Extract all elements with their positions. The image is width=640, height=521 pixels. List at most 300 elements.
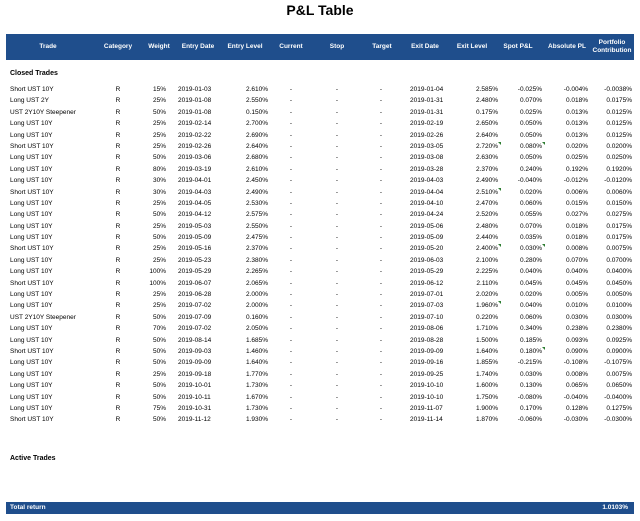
cell-exit-level: 1.870%: [475, 416, 498, 424]
cell-target: -: [379, 382, 383, 390]
cell-entry-date: 2019-03-06: [178, 154, 212, 162]
cell-abs-pl: 0.065%: [565, 382, 588, 390]
cell-current: -: [289, 131, 293, 139]
cell-abs-pl: 0.013%: [565, 131, 588, 139]
cell-category: R: [115, 279, 121, 287]
cell-weight: 50%: [152, 336, 166, 344]
cell-trade: Short UST 10Y: [10, 279, 54, 287]
cell-spot-pl: 0.020%: [519, 188, 542, 196]
cell-stop: -: [335, 131, 339, 139]
cell-exit-date: 2019-05-09: [410, 234, 444, 242]
cell-current: -: [289, 313, 293, 321]
cell-exit-level: 2.650%: [475, 120, 498, 128]
table-row: [6, 84, 634, 95]
cell-abs-pl: 0.015%: [565, 199, 588, 207]
cell-entry-date: 2019-05-23: [178, 256, 212, 264]
cell-weight: 30%: [152, 177, 166, 185]
cell-weight: 50%: [152, 211, 166, 219]
cell-entry-level: 2.050%: [245, 325, 268, 333]
cell-abs-pl: 0.238%: [565, 325, 588, 333]
cell-exit-date: 2019-04-10: [410, 199, 444, 207]
cell-spot-pl: 0.185%: [519, 336, 542, 344]
cell-abs-pl: -0.012%: [563, 177, 588, 185]
cell-abs-pl: 0.010%: [565, 302, 588, 310]
cell-contribution: 0.0150%: [606, 199, 632, 207]
cell-entry-date: 2019-05-16: [178, 245, 212, 253]
col-absolute-pl: Absolute PL: [548, 43, 586, 50]
cell-trade: Long UST 10Y: [10, 131, 53, 139]
cell-current: -: [289, 359, 293, 367]
cell-contribution: 0.0450%: [606, 279, 632, 287]
cell-trade: Long UST 10Y: [10, 393, 53, 401]
cell-category: R: [115, 291, 121, 299]
cell-trade: Long UST 10Y: [10, 291, 53, 299]
cell-exit-date: 2019-11-14: [410, 416, 443, 424]
col-spot-pl: Spot P&L: [503, 43, 533, 50]
cell-trade: Short UST 10Y: [10, 86, 54, 93]
cell-contribution: 0.0650%: [606, 382, 632, 390]
cell-abs-pl: 0.013%: [565, 108, 588, 116]
cell-category: R: [115, 120, 121, 128]
cell-category: R: [115, 234, 121, 242]
cell-weight: 25%: [152, 97, 166, 105]
cell-target: -: [379, 177, 383, 185]
cell-entry-level: 2.610%: [245, 86, 268, 93]
col-stop: Stop: [329, 43, 345, 50]
cell-contribution: 0.0925%: [606, 336, 632, 344]
cell-entry-date: 2019-03-19: [178, 165, 212, 173]
cell-exit-date: 2019-01-04: [410, 86, 444, 93]
cell-abs-pl: -0.004%: [563, 86, 588, 93]
cell-contribution: -0.0300%: [604, 416, 632, 424]
cell-entry-date: 2019-05-29: [178, 268, 212, 276]
cell-category: R: [115, 393, 121, 401]
cell-stop: -: [335, 222, 339, 230]
cell-exit-date: 2019-04-04: [410, 188, 444, 196]
cell-target: -: [379, 97, 383, 105]
cell-trade: Short UST 10Y: [10, 188, 54, 196]
cell-weight: 75%: [152, 404, 166, 412]
cell-exit-date: 2019-07-10: [410, 313, 444, 321]
cell-current: -: [289, 211, 293, 219]
cell-exit-level: 1.710%: [475, 325, 498, 333]
cell-category: R: [115, 313, 121, 321]
cell-spot-pl: 0.055%: [519, 211, 542, 219]
cell-entry-level: 0.160%: [245, 313, 268, 321]
cell-exit-level: 1.740%: [475, 370, 498, 378]
cell-abs-pl: 0.070%: [565, 256, 588, 264]
cell-exit-date: 2019-08-06: [410, 325, 444, 333]
total-return-label: Total return: [10, 504, 46, 511]
cell-weight: 25%: [152, 302, 166, 310]
cell-trade: Short UST 10Y: [10, 142, 54, 150]
cell-current: -: [289, 416, 293, 424]
cell-category: R: [115, 302, 121, 310]
cell-trade: Short UST 10Y: [10, 245, 54, 253]
cell-stop: -: [335, 120, 339, 128]
cell-weight: 50%: [152, 393, 166, 401]
cell-spot-pl: 0.180%: [502, 346, 542, 357]
cell-contribution: 0.2380%: [606, 325, 632, 333]
cell-contribution: -0.0400%: [604, 393, 632, 401]
cell-entry-date: 2019-04-03: [178, 188, 212, 196]
cell-target: -: [379, 234, 383, 242]
cell-entry-level: 2.575%: [245, 211, 268, 219]
cell-weight: 100%: [149, 268, 166, 276]
cell-entry-level: 1.730%: [245, 382, 268, 390]
cell-spot-pl: 0.050%: [519, 154, 542, 162]
cell-exit-date: 2019-01-31: [410, 97, 444, 105]
cell-category: R: [115, 370, 121, 378]
cell-category: R: [115, 142, 121, 150]
table-row: [6, 369, 634, 380]
cell-entry-level: 1.930%: [245, 416, 268, 424]
cell-category: R: [115, 256, 121, 264]
cell-exit-date: 2019-05-20: [410, 245, 444, 253]
cell-contribution: 0.1920%: [606, 165, 632, 173]
total-return-bar: [6, 502, 634, 514]
cell-target: -: [379, 268, 383, 276]
cell-contribution: 0.0060%: [606, 188, 632, 196]
cell-stop: -: [335, 416, 339, 424]
cell-abs-pl: -0.040%: [563, 393, 588, 401]
col-current: Current: [279, 43, 303, 50]
cell-abs-pl: 0.006%: [565, 188, 588, 196]
cell-spot-pl: 0.050%: [519, 131, 542, 139]
cell-entry-level: 2.265%: [245, 268, 268, 276]
cell-weight: 15%: [152, 86, 166, 93]
cell-entry-date: 2019-09-09: [178, 359, 212, 367]
table-row: [6, 232, 634, 243]
cell-exit-level: 2.720%: [458, 141, 498, 152]
cell-category: R: [115, 404, 121, 412]
cell-exit-level: 0.175%: [475, 108, 498, 116]
cell-entry-date: 2019-09-03: [178, 347, 212, 355]
cell-entry-date: 2019-01-08: [178, 97, 212, 105]
cell-abs-pl: -0.108%: [563, 359, 588, 367]
cell-entry-level: 2.640%: [245, 142, 268, 150]
cell-entry-date: 2019-08-14: [178, 336, 212, 344]
cell-weight: 30%: [152, 188, 166, 196]
cell-target: -: [379, 404, 383, 412]
cell-abs-pl: 0.018%: [565, 97, 588, 105]
cell-stop: -: [335, 211, 339, 219]
cell-abs-pl: -0.030%: [563, 416, 588, 424]
cell-current: -: [289, 370, 293, 378]
cell-contribution: 0.0050%: [606, 291, 632, 299]
cell-exit-level: 2.370%: [475, 165, 498, 173]
cell-exit-date: 2019-10-10: [410, 382, 444, 390]
cell-stop: -: [335, 97, 339, 105]
cell-stop: -: [335, 86, 339, 93]
cell-entry-date: 2019-07-09: [178, 313, 212, 321]
cell-exit-date: 2019-02-26: [410, 131, 444, 139]
table-row: [6, 198, 634, 209]
cell-weight: 25%: [152, 370, 166, 378]
cell-current: -: [289, 245, 293, 253]
cell-exit-date: 2019-06-03: [410, 256, 444, 264]
cell-target: -: [379, 165, 383, 173]
cell-abs-pl: 0.128%: [565, 404, 588, 412]
cell-exit-level: 1.855%: [475, 359, 498, 367]
table-row: [6, 243, 634, 254]
cell-current: -: [289, 142, 293, 150]
table-row: [6, 266, 634, 277]
cell-entry-date: 2019-02-22: [178, 131, 212, 139]
cell-spot-pl: 0.130%: [519, 382, 542, 390]
cell-entry-level: 2.370%: [245, 245, 268, 253]
cell-spot-pl: 0.080%: [502, 141, 542, 152]
active-trades-label: Active Trades: [10, 455, 56, 462]
cell-stop: -: [335, 302, 339, 310]
cell-trade: Long UST 10Y: [10, 222, 53, 230]
col-target: Target: [372, 43, 392, 50]
cell-stop: -: [335, 256, 339, 264]
cell-exit-date: 2019-02-19: [410, 120, 444, 128]
cell-current: -: [289, 222, 293, 230]
cell-abs-pl: 0.008%: [565, 245, 588, 253]
cell-contribution: 0.0175%: [606, 234, 632, 242]
cell-current: -: [289, 325, 293, 333]
cell-spot-pl: 0.030%: [502, 243, 542, 254]
cell-stop: -: [335, 382, 339, 390]
cell-spot-pl: 0.040%: [519, 268, 542, 276]
cell-spot-pl: 0.030%: [519, 370, 542, 378]
cell-entry-date: 2019-07-02: [178, 302, 212, 310]
cell-current: -: [289, 177, 293, 185]
closed-trades-table: [6, 84, 634, 426]
cell-exit-date: 2019-03-05: [410, 142, 444, 150]
cell-weight: 50%: [152, 108, 166, 116]
cell-abs-pl: 0.192%: [565, 165, 588, 173]
cell-spot-pl: -0.040%: [517, 177, 542, 185]
cell-stop: -: [335, 268, 339, 276]
col-exit-date: Exit Date: [411, 43, 439, 50]
cell-entry-date: 2019-10-11: [178, 393, 211, 401]
cell-spot-pl: 0.060%: [519, 313, 542, 321]
cell-weight: 25%: [152, 291, 166, 299]
cell-spot-pl: 0.170%: [519, 404, 542, 412]
cell-contribution: -0.0038%: [604, 86, 632, 93]
cell-stop: -: [335, 188, 339, 196]
cell-current: -: [289, 97, 293, 105]
cell-exit-level: 2.585%: [475, 86, 498, 93]
cell-target: -: [379, 245, 383, 253]
cell-target: -: [379, 347, 383, 355]
table-row: [6, 403, 634, 414]
cell-contribution: 0.0250%: [606, 154, 632, 162]
cell-target: -: [379, 131, 383, 139]
cell-entry-date: 2019-11-12: [178, 416, 211, 424]
cell-category: R: [115, 222, 121, 230]
cell-abs-pl: 0.025%: [565, 154, 588, 162]
cell-entry-level: 2.000%: [245, 291, 268, 299]
cell-current: -: [289, 256, 293, 264]
cell-trade: UST 2Y10Y Steepener: [10, 313, 76, 321]
cell-abs-pl: 0.018%: [565, 222, 588, 230]
cell-current: -: [289, 234, 293, 242]
cell-category: R: [115, 154, 121, 162]
table-row: [6, 141, 634, 152]
cell-weight: 25%: [152, 199, 166, 207]
cell-exit-level: 2.225%: [475, 268, 498, 276]
cell-entry-date: 2019-04-12: [178, 211, 212, 219]
page-title: P&L Table: [286, 2, 354, 18]
cell-exit-level: 2.640%: [475, 131, 498, 139]
cell-category: R: [115, 86, 121, 93]
cell-contribution: 0.0075%: [606, 370, 632, 378]
cell-weight: 50%: [152, 347, 166, 355]
cell-spot-pl: -0.025%: [517, 86, 542, 93]
cell-entry-date: 2019-07-02: [178, 325, 212, 333]
cell-target: -: [379, 86, 383, 93]
cell-weight: 80%: [152, 165, 166, 173]
cell-abs-pl: 0.020%: [565, 142, 588, 150]
cell-abs-pl: 0.027%: [565, 211, 588, 219]
table-row: [6, 323, 634, 334]
cell-entry-level: 2.450%: [245, 177, 268, 185]
cell-target: -: [379, 256, 383, 264]
cell-target: -: [379, 336, 383, 344]
cell-contribution: -0.0120%: [604, 177, 632, 185]
cell-contribution: 0.0100%: [606, 302, 632, 310]
cell-category: R: [115, 165, 121, 173]
table-row: [6, 300, 634, 311]
cell-trade: Long UST 2Y: [10, 97, 49, 105]
cell-category: R: [115, 268, 121, 276]
cell-entry-level: 1.640%: [245, 359, 268, 367]
cell-exit-date: 2019-03-28: [410, 165, 444, 173]
cell-contribution: 0.0125%: [606, 131, 632, 139]
col-trade: Trade: [39, 43, 57, 50]
cell-category: R: [115, 131, 121, 139]
cell-trade: Long UST 10Y: [10, 234, 53, 242]
cell-weight: 50%: [152, 416, 166, 424]
table-row: [6, 312, 634, 323]
cell-category: R: [115, 359, 121, 367]
cell-target: -: [379, 211, 383, 219]
table-row: [6, 118, 634, 129]
table-header: [6, 34, 634, 60]
cell-exit-level: 2.630%: [475, 154, 498, 162]
cell-abs-pl: 0.045%: [565, 279, 588, 287]
cell-exit-level: 2.480%: [475, 222, 498, 230]
cell-target: -: [379, 199, 383, 207]
cell-exit-level: 2.480%: [475, 97, 498, 105]
cell-target: -: [379, 279, 383, 287]
cell-stop: -: [335, 165, 339, 173]
cell-entry-level: 0.150%: [245, 108, 268, 116]
cell-current: -: [289, 199, 293, 207]
cell-exit-date: 2019-09-09: [410, 347, 444, 355]
cell-entry-date: 2019-10-01: [178, 382, 212, 390]
cell-category: R: [115, 336, 121, 344]
cell-spot-pl: 0.340%: [519, 325, 542, 333]
cell-trade: UST 2Y10Y Steepener: [10, 108, 76, 116]
cell-exit-date: 2019-04-03: [410, 177, 444, 185]
cell-current: -: [289, 188, 293, 196]
cell-contribution: 0.0200%: [606, 142, 632, 150]
cell-exit-level: 1.640%: [475, 347, 498, 355]
cell-trade: Long UST 10Y: [10, 336, 53, 344]
cell-stop: -: [335, 279, 339, 287]
table-row: [6, 107, 634, 118]
cell-entry-level: 1.770%: [245, 370, 268, 378]
cell-spot-pl: 0.020%: [519, 291, 542, 299]
cell-exit-level: 2.490%: [475, 177, 498, 185]
cell-abs-pl: 0.040%: [565, 268, 588, 276]
cell-exit-date: 2019-08-28: [410, 336, 444, 344]
cell-exit-date: 2019-10-10: [410, 393, 444, 401]
cell-contribution: 0.0275%: [606, 211, 632, 219]
cell-trade: Short UST 10Y: [10, 416, 54, 424]
cell-current: -: [289, 165, 293, 173]
cell-trade: Long UST 10Y: [10, 359, 53, 367]
cell-trade: Long UST 10Y: [10, 302, 53, 310]
cell-spot-pl: -0.215%: [517, 359, 542, 367]
cell-entry-level: 2.065%: [245, 279, 268, 287]
table-row: [6, 278, 634, 289]
cell-exit-date: 2019-03-08: [410, 154, 444, 162]
cell-entry-level: 2.680%: [245, 154, 268, 162]
table-row: [6, 357, 634, 368]
cell-contribution: 0.0175%: [606, 97, 632, 105]
table-row: [6, 380, 634, 391]
cell-contribution: 0.0175%: [606, 222, 632, 230]
cell-target: -: [379, 416, 383, 424]
cell-category: R: [115, 97, 121, 105]
cell-spot-pl: 0.060%: [519, 199, 542, 207]
cell-entry-date: 2019-01-03: [178, 86, 212, 93]
cell-entry-level: 2.530%: [245, 199, 268, 207]
cell-current: -: [289, 302, 293, 310]
cell-entry-level: 1.685%: [245, 336, 268, 344]
cell-trade: Long UST 10Y: [10, 256, 53, 264]
table-row: [6, 221, 634, 232]
cell-entry-level: 2.000%: [245, 302, 268, 310]
col-entry-date: Entry Date: [181, 43, 215, 50]
cell-stop: -: [335, 245, 339, 253]
cell-contribution: 0.0125%: [606, 108, 632, 116]
cell-category: R: [115, 108, 121, 116]
table-row: [6, 335, 634, 346]
cell-category: R: [115, 245, 121, 253]
cell-weight: 50%: [152, 234, 166, 242]
cell-entry-date: 2019-10-31: [178, 404, 212, 412]
table-row: [6, 95, 634, 106]
cell-target: -: [379, 120, 383, 128]
cell-trade: Long UST 10Y: [10, 404, 53, 412]
cell-entry-date: 2019-01-08: [178, 108, 212, 116]
cell-stop: -: [335, 347, 339, 355]
cell-category: R: [115, 416, 121, 424]
cell-stop: -: [335, 336, 339, 344]
cell-category: R: [115, 199, 121, 207]
cell-exit-level: 2.020%: [475, 291, 498, 299]
cell-abs-pl: 0.093%: [565, 336, 588, 344]
cell-entry-date: 2019-05-09: [178, 234, 212, 242]
cell-entry-level: 1.670%: [245, 393, 268, 401]
cell-exit-level: 2.100%: [475, 256, 498, 264]
cell-stop: -: [335, 393, 339, 401]
table-row: [6, 187, 634, 198]
cell-contribution: 0.0300%: [606, 313, 632, 321]
cell-exit-date: 2019-05-29: [410, 268, 444, 276]
cell-stop: -: [335, 404, 339, 412]
cell-entry-date: 2019-09-18: [178, 370, 212, 378]
cell-entry-level: 1.730%: [245, 404, 268, 412]
cell-weight: 50%: [152, 382, 166, 390]
